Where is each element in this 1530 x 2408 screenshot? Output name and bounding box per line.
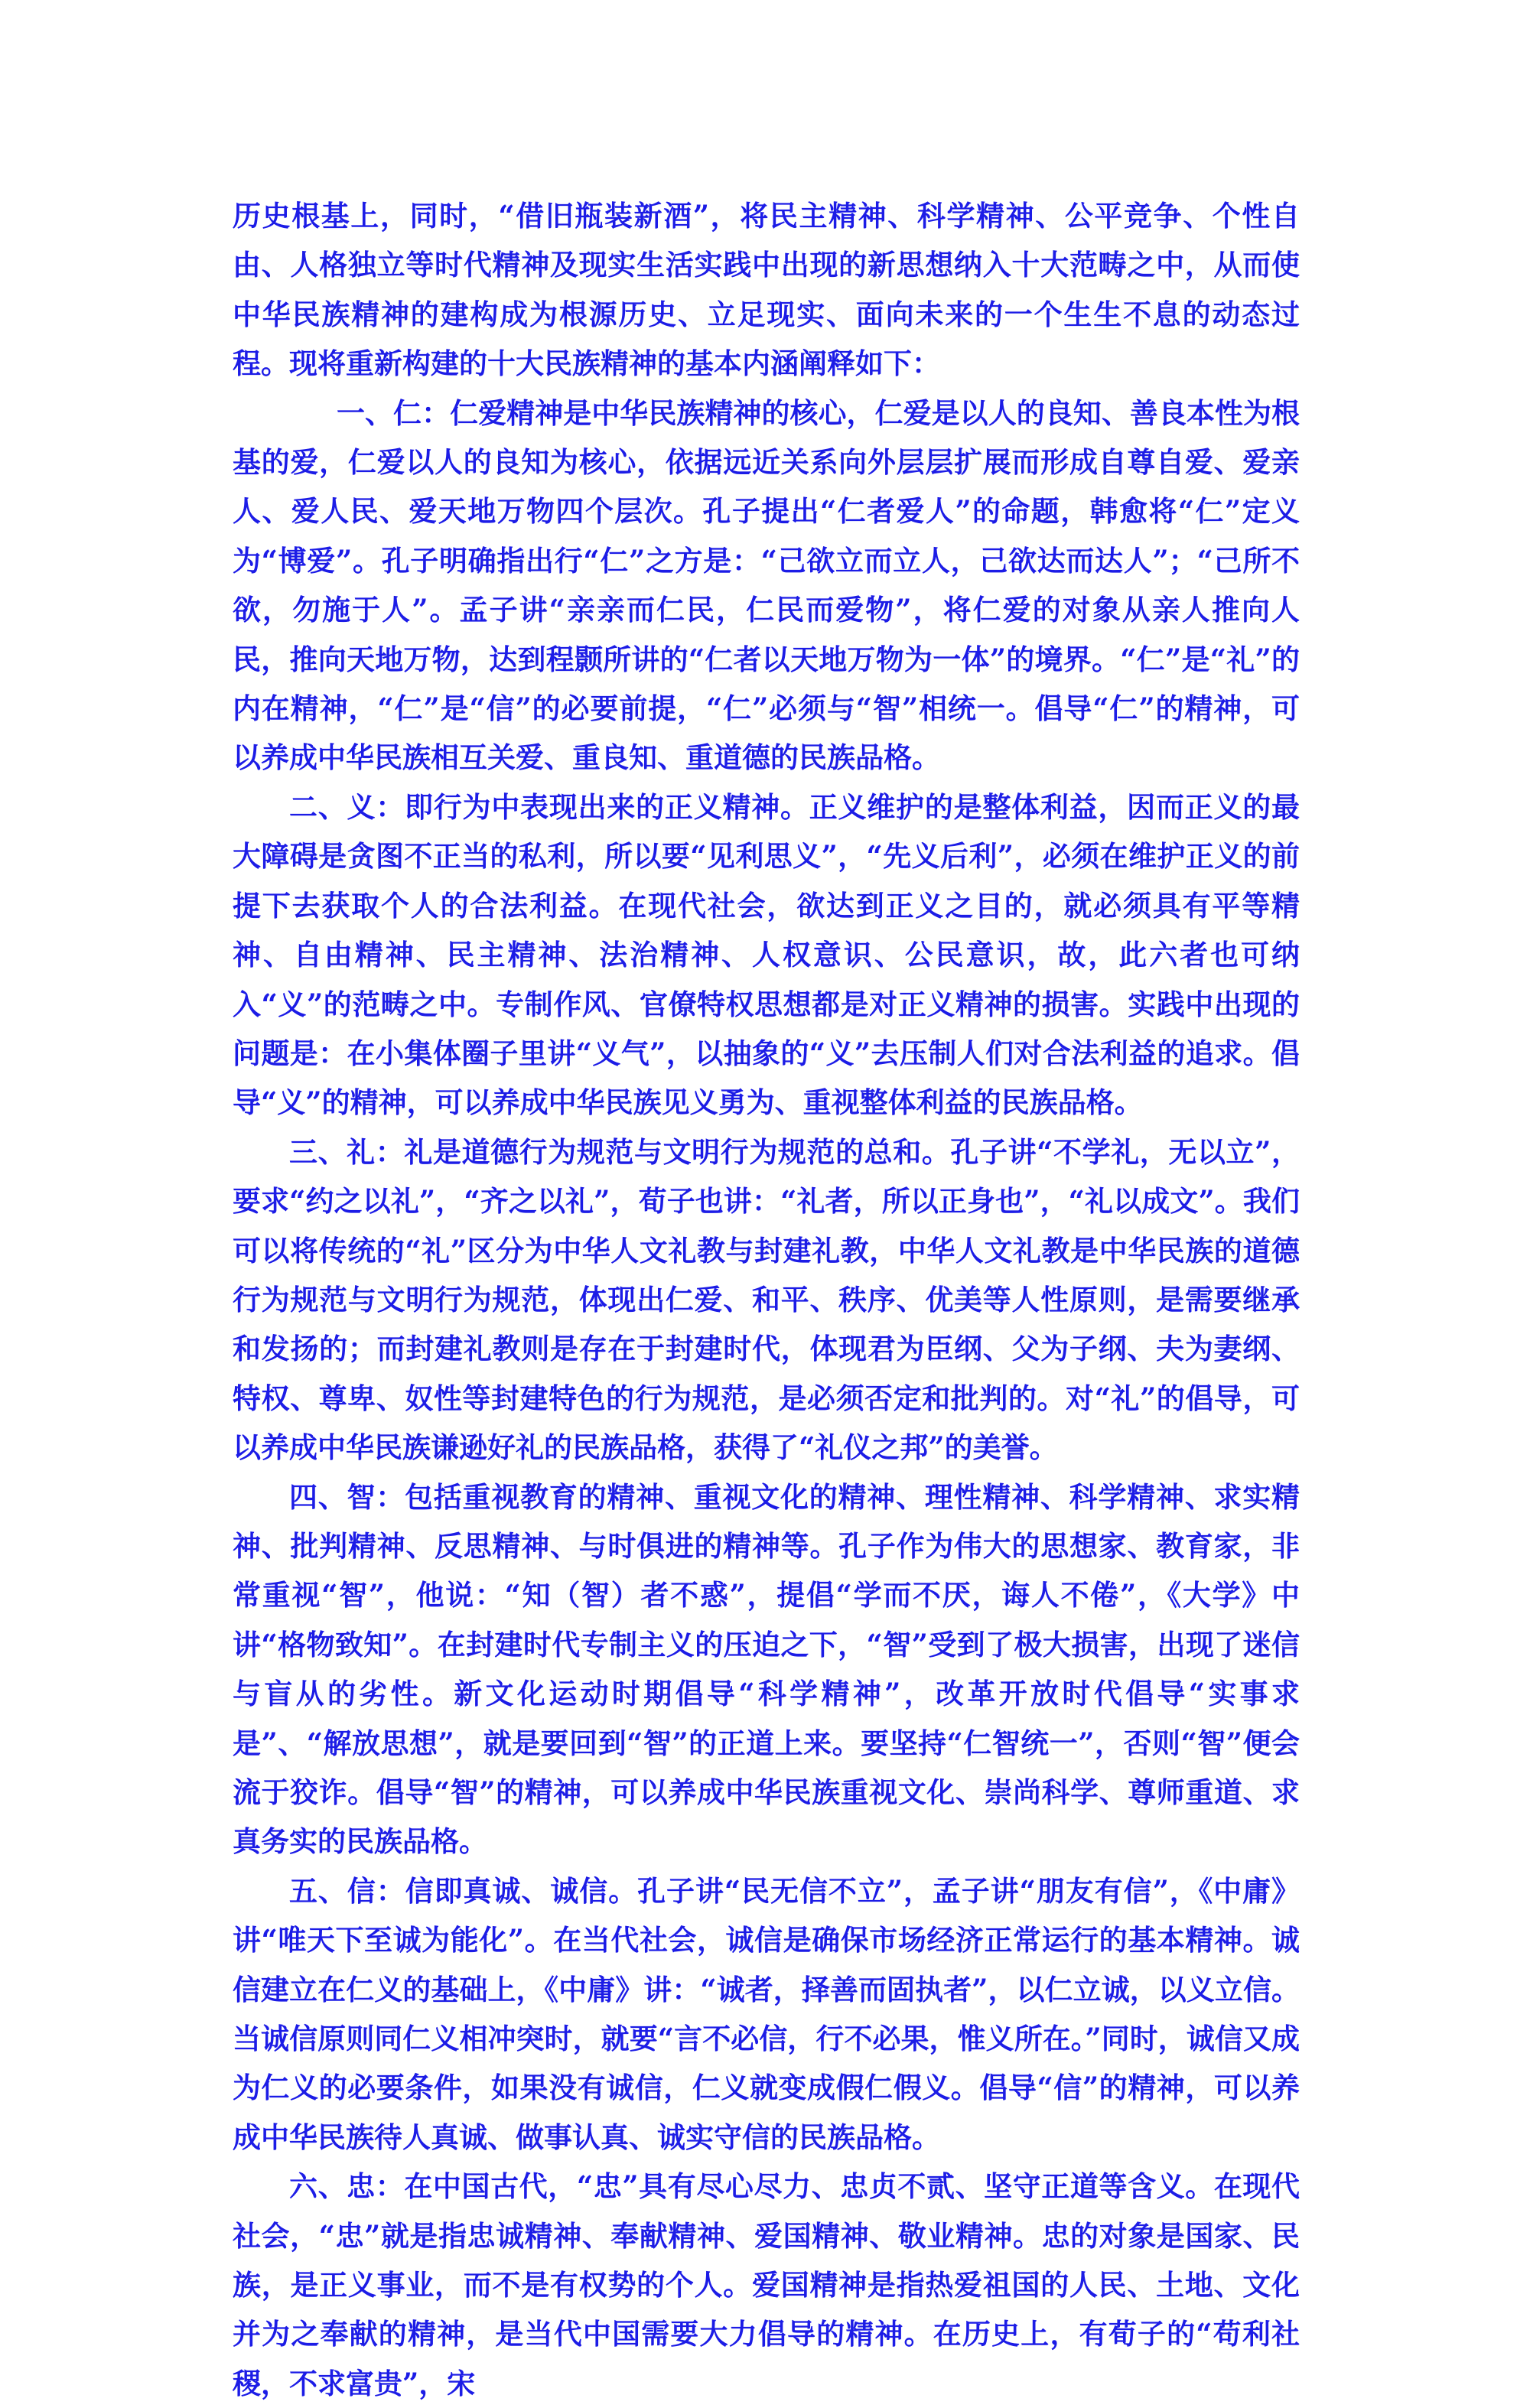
paragraph-xin: 五、信：信即真诚、诚信。孔子讲“民无信不立”，孟子讲“朋友有信”，《中庸》讲“唯天下至诚为能化”。在当代社会，诚信是确保市场经济正常运行的基本精神。诚信建立在仁义的基础上，《中庸》讲：“诚者，择善而固执者”，以仁立诚，以义立信。当诚信原则同仁义相冲突时，就要“言不必信，行不必果，惟义所在。”同时，诚信又成为仁义的必要条件，如果没有诚信，仁义就变成假仁假义。倡导“信”的精神，可以养成中华民族待人真诚、做事认真、诚实守信的民族品格。 xyxy=(233,1873,1300,2154)
paragraph-zhong: 六、忠：在中国古代，“忠”具有尽心尽力、忠贞不贰、坚守正道等含义。在现代社会，“忠”就是指忠诚精神、奉献精神、爱国精神、敬业精神。忠的对象是国家、民族，是正义事业，而不是有权势的个人。爱国精神是指热爱祖国的人民、土地、文化并为之奉献的精神，是当代中国需要大力倡导的精神。在历史上，有荀子的“苟利社稷，不求富贵”，宋 xyxy=(233,2169,1300,2400)
paragraph-intro-continuation: 历史根基上，同时，“借旧瓶装新酒”，将民主精神、科学精神、公平竞争、个性自由、人格独立等时代精神及现实生活实践中出现的新思想纳入十大范畴之中，从而使中华民族精神的建构成为根源历史、立足现实、面向未来的一个生生不息的动态过程。现将重新构建的十大民族精神的基本内涵阐释如下： xyxy=(233,199,1300,381)
paragraph-li: 三、礼：礼是道德行为规范与文明行为规范的总和。孔子讲“不学礼，无以立”，要求“约之以礼”，“齐之以礼”，荀子也讲：“礼者，所以正身也”，“礼以成文”。我们可以将传统的“礼”区分为中华人文礼教与封建礼教，中华人文礼教是中华民族的道德行为规范与文明行为规范，体现出仁爱、和平、秩序、优美等人性原则，是需要继承和发扬的；而封建礼教则是存在于封建时代，体现君为臣纲、父为子纲、夫为妻纲、特权、尊卑、奴性等封建特色的行为规范，是必须否定和批判的。对“礼”的倡导，可以养成中华民族谦逊好礼的民族品格，获得了“礼仪之邦”的美誉。 xyxy=(233,1134,1300,1465)
paragraph-zhi: 四、智：包括重视教育的精神、重视文化的精神、理性精神、科学精神、求实精神、批判精神、反思精神、与时俱进的精神等。孔子作为伟大的思想家、教育家，非常重视“智”，他说：“知（智）者不惑”，提倡“学而不厌，诲人不倦”，《大学》中讲“格物致知”。在封建时代专制主义的压迫之下，“智”受到了极大损害，出现了迷信与盲从的劣性。新文化运动时期倡导“科学精神”，改革开放时代倡导“实事求是”、“解放思想”，就是要回到“智”的正道上来。要坚持“仁智统一”，否则“智”便会流于狡诈。倡导“智”的精神，可以养成中华民族重视文化、崇尚科学、尊师重道、求真务实的民族品格。 xyxy=(233,1479,1300,1859)
paragraph-ren: 一、仁：仁爱精神是中华民族精神的核心，仁爱是以人的良知、善良本性为根基的爱，仁爱以人的良知为核心，依据远近关系向外层层扩展而形成自尊自爱、爱亲人、爱人民、爱天地万物四个层次。孔子提出“仁者爱人”的命题，韩愈将“仁”定义为“博爱”。孔子明确指出行“仁”之方是：“己欲立而立人，己欲达而达人”；“己所不欲，勿施于人”。孟子讲“亲亲而仁民，仁民而爱物”，将仁爱的对象从亲人推向人民，推向天地万物，达到程颢所讲的“仁者以天地万物为一体”的境界。“仁”是“礼”的内在精神，“仁”是“信”的必要前提，“仁”必须与“智”相统一。倡导“仁”的精神，可以养成中华民族相互关爱、重良知、重道德的民族品格。 xyxy=(233,395,1300,775)
paragraph-yi: 二、义：即行为中表现出来的正义精神。正义维护的是整体利益，因而正义的最大障碍是贪图不正当的私利，所以要“见利思义”，“先义后利”，必须在维护正义的前提下去获取个人的合法利益。在现代社会，欲达到正义之目的，就必须具有平等精神、自由精神、民主精神、法治精神、人权意识、公民意识，故，此六者也可纳入“义”的范畴之中。专制作风、官僚特权思想都是对正义精神的损害。实践中出现的问题是：在小集体圈子里讲“义气”，以抽象的“义”去压制人们对合法利益的追求。倡导“义”的精神，可以养成中华民族见义勇为、重视整体利益的民族品格。 xyxy=(233,789,1300,1120)
document-body xyxy=(233,191,1300,2408)
